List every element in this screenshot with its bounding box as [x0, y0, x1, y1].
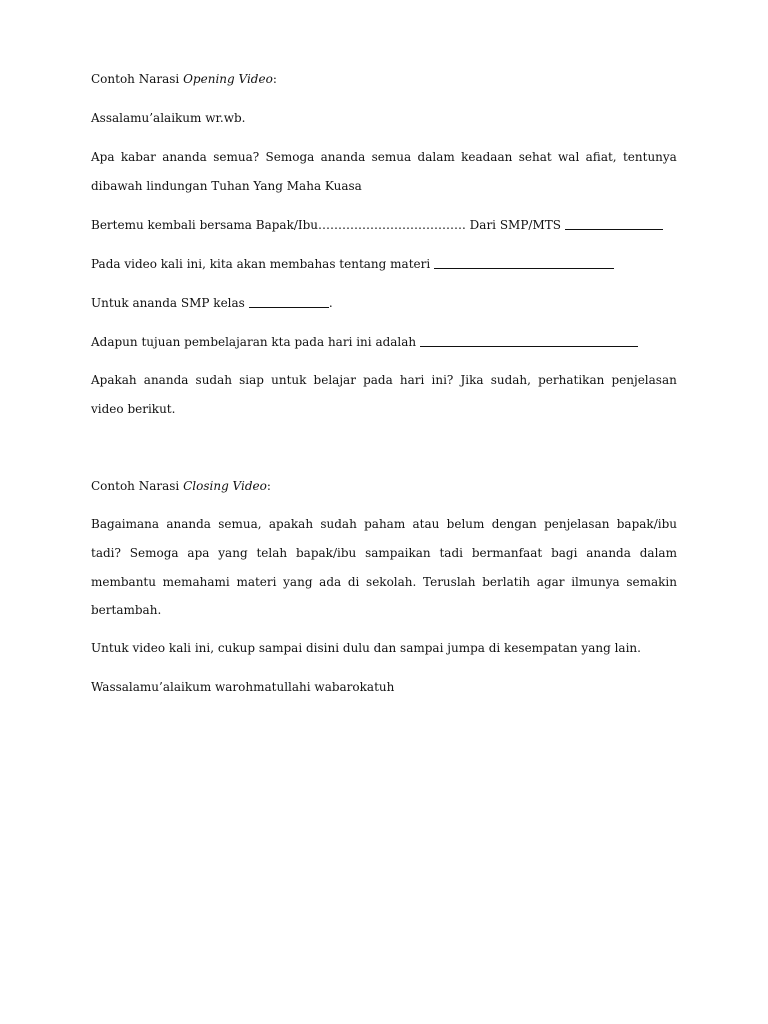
opening-paragraph-4-end: .: [328, 296, 333, 310]
tujuan-blank-line[interactable]: [420, 345, 638, 347]
opening-paragraph-6-line-2: video berikut.: [91, 402, 176, 416]
closing-heading: [91, 479, 271, 493]
opening-paragraph-3-text: Pada video kali ini, kita akan membahas tentang materi: [91, 257, 431, 271]
closing-paragraph-3: Wassalamu’alaikum warohmatullahi wabarokatuh: [91, 680, 395, 694]
opening-paragraph-5: [91, 335, 638, 349]
opening-paragraph-1-line-1: Apa kabar ananda semua? Semoga ananda semua dalam keadaan sehat wal afiat, tentunya: [91, 150, 677, 164]
closing-heading-suffix: :: [266, 479, 271, 493]
opening-paragraph-3: [91, 257, 614, 271]
opening-paragraph-4: [91, 296, 333, 310]
opening-paragraph-4-text: Untuk ananda SMP kelas: [91, 296, 245, 310]
closing-paragraph-1-line-2: tadi? Semoga apa yang telah bapak/ibu sampaikan tadi bermanfaat bagi ananda dalam: [91, 546, 677, 560]
opening-heading-italic: Opening Video: [183, 72, 273, 86]
opening-heading-prefix: Contoh Narasi: [91, 72, 184, 86]
closing-paragraph-1-line-4: bertambah.: [91, 603, 162, 617]
opening-paragraph-6-line-1: Apakah ananda sudah siap untuk belajar pada hari ini? Jika sudah, perhatikan penjelasan: [91, 373, 677, 387]
closing-heading-italic: Closing Video: [183, 479, 267, 493]
opening-heading: [91, 72, 277, 86]
closing-heading-prefix: Contoh Narasi: [91, 479, 184, 493]
opening-paragraph-2-text: Bertemu kembali bersama Bapak/Ibu………………………………. Dari SMP/MTS: [91, 218, 561, 232]
opening-paragraph-5-text: Adapun tujuan pembelajaran kta pada hari ini adalah: [91, 335, 417, 349]
kelas-blank-line[interactable]: [249, 306, 329, 308]
opening-paragraph-2: [91, 218, 663, 232]
opening-heading-suffix: :: [272, 72, 277, 86]
closing-paragraph-1-line-3: membantu memahami materi yang ada di sekolah. Teruslah berlatih agar ilmunya semakin: [91, 575, 677, 589]
materi-blank-line[interactable]: [434, 267, 614, 269]
closing-paragraph-2: Untuk video kali ini, cukup sampai disini dulu dan sampai jumpa di kesempatan yang lain.: [91, 641, 641, 655]
opening-paragraph-1-line-2: dibawah lindungan Tuhan Yang Maha Kuasa: [91, 179, 362, 193]
opening-greeting: Assalamu’alaikum wr.wb.: [91, 111, 246, 125]
smp-mts-blank-line[interactable]: [565, 228, 663, 230]
closing-paragraph-1-line-1: Bagaimana ananda semua, apakah sudah paham atau belum dengan penjelasan bapak/ibu: [91, 517, 677, 531]
